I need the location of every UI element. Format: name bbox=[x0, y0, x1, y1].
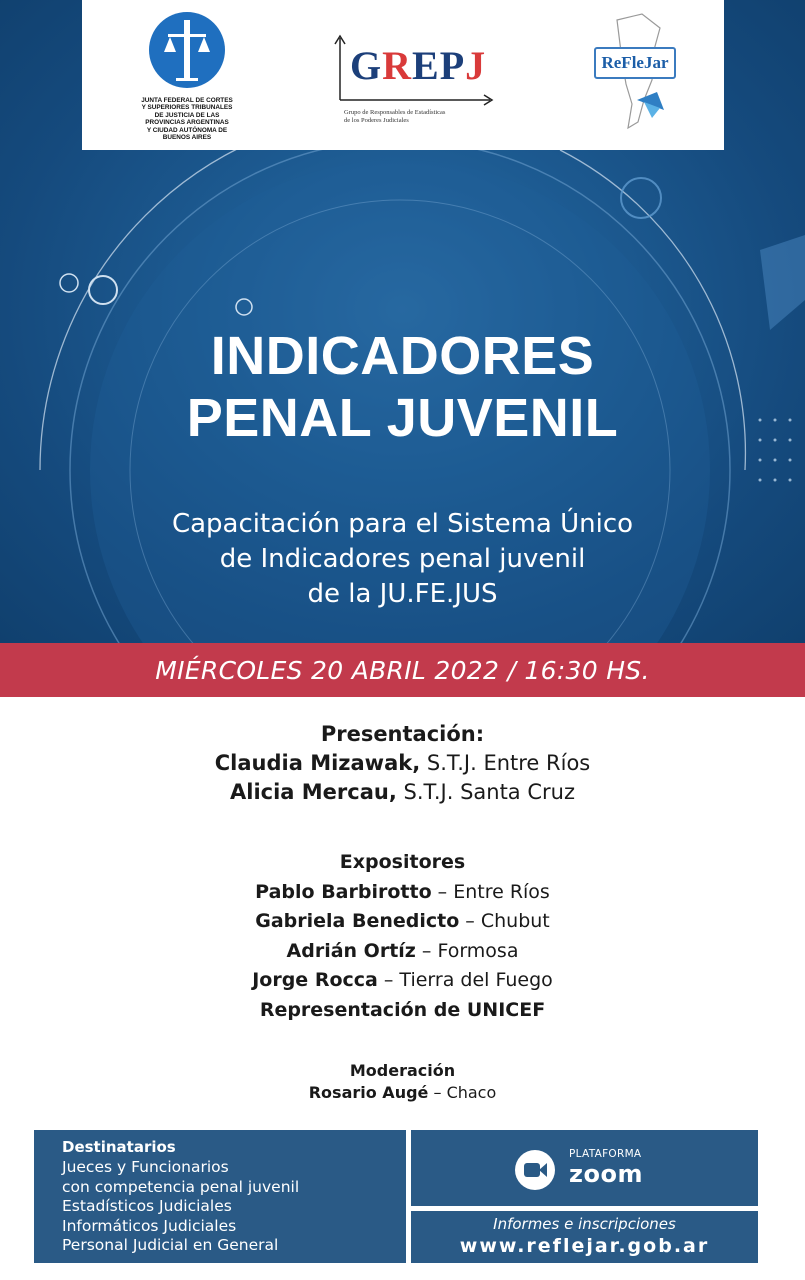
video-camera-icon bbox=[515, 1150, 555, 1190]
speaker-name: Pablo Barbirotto bbox=[255, 880, 432, 903]
speaker-line bbox=[0, 1082, 805, 1104]
speaker-line bbox=[0, 907, 805, 937]
website-link[interactable]: www.reflejar.gob.ar bbox=[459, 1235, 710, 1257]
grepj-letter: J bbox=[465, 43, 487, 88]
reflejar-logo bbox=[582, 0, 692, 150]
reflejar-wordmark: ReFleJar bbox=[594, 47, 676, 79]
speaker-name: Representación de UNICEF bbox=[259, 998, 546, 1021]
speaker-name: Adrián Ortíz bbox=[286, 939, 416, 962]
grepj-logo bbox=[332, 0, 502, 150]
subtitle-line: de Indicadores penal juvenil bbox=[219, 544, 586, 574]
title-line: PENAL JUVENIL bbox=[186, 388, 619, 448]
jufejus-logo bbox=[132, 0, 242, 150]
grepj-wordmark bbox=[350, 42, 486, 89]
grepj-letter: G bbox=[350, 43, 383, 88]
logo-bar bbox=[82, 0, 724, 150]
speaker-line bbox=[0, 878, 805, 908]
subtitle-line: de la JU.FE.JUS bbox=[307, 579, 498, 609]
subtitle-line: Capacitación para el Sistema Único bbox=[171, 509, 634, 539]
info-box bbox=[411, 1211, 758, 1263]
speaker-detail: S.T.J. Santa Cruz bbox=[396, 780, 575, 804]
info-title: Informes e inscripciones bbox=[493, 1215, 676, 1233]
event-date: MIÉRCOLES 20 ABRIL 2022 / 16:30 HS. bbox=[155, 655, 650, 685]
grepj-caption: Grupo de Responsables de Estadísticas de los Poderes Judiciales bbox=[344, 109, 446, 124]
zoom-platform-label: PLATAFORMA bbox=[569, 1148, 642, 1160]
moderacion-section bbox=[0, 1060, 805, 1104]
title-line: INDICADORES bbox=[210, 326, 595, 386]
speaker-line bbox=[0, 937, 805, 967]
date-band bbox=[0, 643, 805, 697]
speaker-detail: S.T.J. Entre Ríos bbox=[420, 751, 591, 775]
camera-lens bbox=[539, 1163, 547, 1177]
speaker-line bbox=[0, 996, 805, 1026]
speaker-detail: – Formosa bbox=[415, 939, 519, 962]
speaker-line bbox=[0, 749, 805, 778]
section-heading: Moderación bbox=[349, 1061, 456, 1080]
speaker-detail: – Chubut bbox=[459, 910, 550, 932]
list-item: Estadísticos Judiciales bbox=[62, 1197, 232, 1215]
zoom-wordmark: zoom bbox=[569, 1160, 643, 1188]
presentacion-section bbox=[0, 720, 805, 807]
expositores-section bbox=[0, 848, 805, 1025]
destinatarios-title: Destinatarios bbox=[62, 1138, 176, 1156]
list-item: Informáticos Judiciales bbox=[62, 1216, 237, 1235]
list-item: con competencia penal juvenil bbox=[62, 1177, 300, 1196]
camera-body bbox=[524, 1163, 540, 1177]
speaker-line bbox=[0, 778, 805, 807]
destinatarios-list bbox=[62, 1158, 299, 1256]
speaker-line bbox=[0, 966, 805, 996]
speaker-name: Gabriela Benedicto bbox=[255, 910, 460, 932]
speaker-detail: – Entre Ríos bbox=[431, 880, 550, 903]
speaker-name: Jorge Rocca bbox=[252, 969, 378, 991]
section-heading: Presentación: bbox=[320, 722, 485, 746]
subtitle bbox=[0, 507, 805, 612]
speaker-detail: – Chaco bbox=[428, 1083, 497, 1102]
list-item: Personal Judicial en General bbox=[62, 1236, 279, 1254]
zoom-platform-box bbox=[411, 1130, 758, 1206]
grepj-letter: E bbox=[412, 43, 440, 88]
grepj-letter: R bbox=[382, 43, 413, 88]
speaker-name: Rosario Augé bbox=[308, 1083, 429, 1102]
speaker-name: Alicia Mercau, bbox=[230, 780, 397, 804]
scales-of-justice-icon bbox=[132, 0, 242, 96]
list-item: Jueces y Funcionarios bbox=[62, 1158, 229, 1176]
speaker-detail: – Tierra del Fuego bbox=[377, 969, 553, 991]
page-title bbox=[0, 325, 805, 449]
section-heading: Expositores bbox=[339, 851, 466, 873]
jufejus-caption: JUNTA FEDERAL DE CORTES Y SUPERIORES TRIBUNALES DE JUSTICIA DE LAS PROVINCIAS ARGENTINAS Y CIUDAD AUTÓNOMA DE BUENOS AIRES bbox=[141, 97, 233, 142]
grepj-letter: P bbox=[439, 43, 466, 88]
speaker-name: Claudia Mizawak, bbox=[214, 751, 421, 775]
destinatarios-box bbox=[34, 1130, 406, 1263]
